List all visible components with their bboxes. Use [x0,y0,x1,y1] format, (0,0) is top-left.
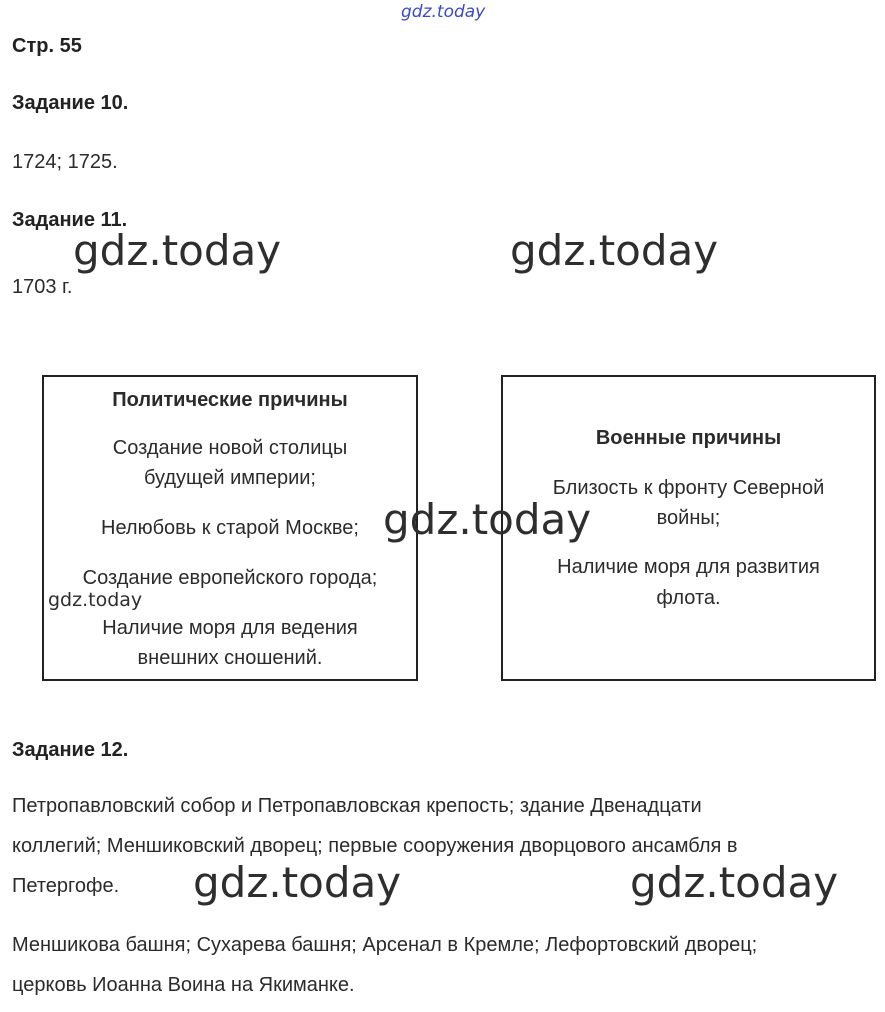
political-reason-line: будущей империи; [143,467,316,489]
page-label-text: Стр. 55 [12,35,82,57]
task11-answer: 1703 г. [12,276,73,298]
paragraph-line: Петергофе. [12,875,120,897]
watermark-large: gdz.today [73,226,282,275]
military-reason-line: войны; [656,507,721,529]
military-reason-line: Близость к фронту Северной [552,477,825,499]
political-reasons-box [42,375,418,681]
military-reason-line: Наличие моря для развития [557,556,820,578]
military-reasons-title: Военные причины [595,427,782,449]
political-reason-line: Наличие моря для ведения [102,617,358,639]
task11-title: Задание 11. [12,209,128,231]
watermark-top: gdz.today [401,2,486,22]
political-reason-line: Создание европейского города; [82,567,378,589]
paragraph-line: церковь Иоанна Воина на Якиманке. [12,974,355,996]
political-reason-line: Нелюбовь к старой Москве; [101,517,359,539]
watermark-large: gdz.today [193,858,402,907]
political-reason-line: внешних сношений. [137,647,323,669]
political-reasons-title: Политические причины [112,389,348,411]
paragraph-line: Меншикова башня; Сухарева башня; Арсенал в Кремле; Лефортовский дворец; [12,934,758,956]
task10-title: Задание 10. [12,92,129,114]
watermark-small: gdz.today [48,589,143,611]
watermark-large: gdz.today [630,858,839,907]
watermark-large: gdz.today [383,495,592,544]
task12-paragraph-2 [12,925,757,1005]
paragraph-line: коллегий; Меншиковский дворец; первые сооружения дворцового ансамбля в [12,835,738,857]
task12-title: Задание 12. [12,739,129,761]
watermark-large: gdz.today [510,226,719,275]
page-label [12,35,87,58]
political-reason-line: Создание новой столицы [112,437,348,459]
paragraph-line: Петропавловский собор и Петропавловская крепость; здание Двенадцати [12,795,702,817]
task10-answer: 1724; 1725. [12,151,118,173]
military-reason-line: флота. [656,587,721,609]
